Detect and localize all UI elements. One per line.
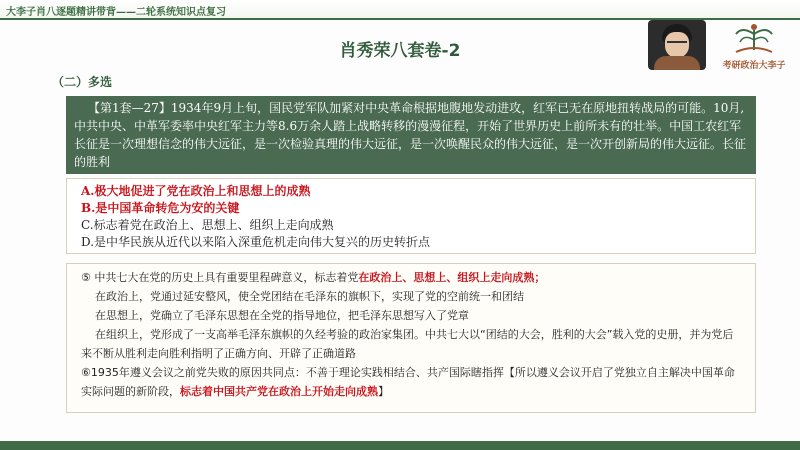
- note-5-text: ⑤ 中共七大在党的历史上具有重要里程碑意义，标志着党: [81, 271, 359, 284]
- note-item-5: [81, 268, 741, 287]
- page-title: 肖秀荣八套卷-2: [339, 41, 461, 61]
- logo-tree-icon: [712, 20, 796, 58]
- option-c: C.标志着党在政治上、思想上、组织上走向成熟: [81, 218, 334, 232]
- section-label: （二）多选: [52, 75, 113, 89]
- presenter-avatar: [648, 20, 706, 70]
- note-6-close: 】: [378, 385, 389, 398]
- option-b: B.是中国革命转危为安的关键: [81, 201, 240, 215]
- bottom-bar: [0, 441, 800, 450]
- note-6-text: ⑥1935年遵义会议之前党失败的原因共同点：不善于理论实践相结合、共产国际瞎指挥【所以遵义会议开启了党独立自主解决中国革命实际问题的新阶段，: [81, 366, 735, 398]
- option-d: D.是中华民族从近代以来陷入深重危机走向伟大复兴的历史转折点: [81, 235, 431, 249]
- question-text: 【第1套—27】1934年9月上旬，国民党军队加紧对中央革命根据地腹地发动进攻，红军已无在原地扭转战局的可能。10月,中共中央、中革军委率中央红军主力等8.6万余人踏上战略转移的漫漫征程，开始了世界历史上前所未有的壮举。中国工农红军长征是一次理想信念的伟大远征，是一次检验真理的伟大远征，是一次唤醒民众的伟大远征，是一次开创新局的伟大远征。长征的胜利: [74, 101, 747, 169]
- avatar-glasses: [667, 41, 687, 46]
- question-box: [66, 96, 756, 174]
- avatar-body: [654, 56, 700, 70]
- option-a: A.极大地促进了党在政治上和思想上的成熟: [81, 184, 311, 198]
- note-political: 在政治上，党通过延安整风，使全党团结在毛泽东的旗帜下，实现了党的空前统一和团结: [95, 290, 524, 303]
- note-5-highlight: 在政治上、思想上、组织上走向成熟；: [358, 271, 546, 284]
- note-6-highlight: 标志着中国共产党在政治上开始走向成熟: [180, 385, 378, 398]
- note-organizational: 在组织上，党形成了一支高举毛泽东旗帜的久经考验的政治家集团。中共七大以“团结的大会，胜利的大会”载入党的史册，并为党后来不断从胜利走向胜利指明了正确方向、开辟了正确道路: [81, 328, 734, 360]
- note-item-6: [81, 363, 741, 401]
- note-ideological: 在思想上，党确立了毛泽东思想在全党的指导地位，把毛泽东思想写入了党章: [95, 309, 469, 322]
- banner-text: 大李子肖八逐题精讲带背——二轮系统知识点复习: [6, 7, 226, 18]
- logo-text: 考研政治大李子: [722, 61, 786, 71]
- options-box: [66, 178, 756, 254]
- brand-logo: [712, 20, 796, 70]
- top-banner: [0, 0, 800, 20]
- notes-box: [66, 263, 756, 413]
